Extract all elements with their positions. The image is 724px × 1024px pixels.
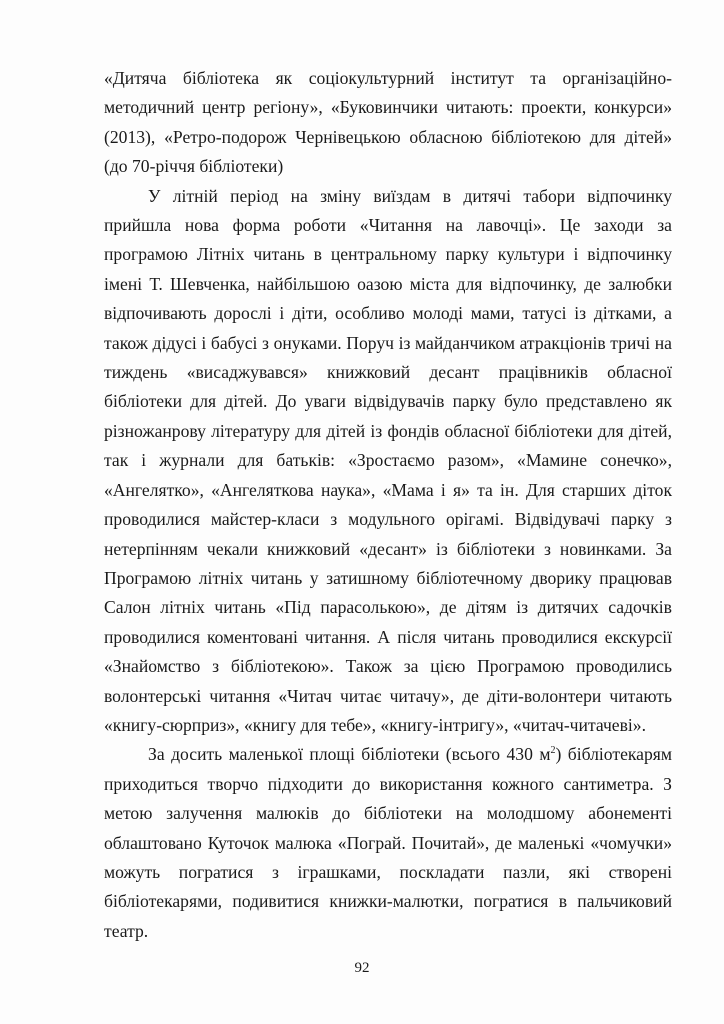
superscript-exponent: 2 [550, 745, 556, 757]
paragraph-part-before-superscript: За досить маленької площі бібліотеки (всього 430 м [148, 744, 551, 765]
body-text [104, 64, 672, 946]
paragraph-summer-reading: У літній період на зміну виїздам в дитячі табори відпочинку прийшла нова форма роботи «Читання на лавочці». Це заходи за програмою Літніх читань в центральному парку культури і відпочинку імені Т. Шевченка, найбільшою оазою міста для відпочинку, де залюбки відпочивають дорослі і діти, особливо молоді мами, татусі із дітками, а також дідусі і бабусі з онуками. Поруч із майданчиком атракціонів тричі на тиждень «висаджувався» книжковий десант працівників обласної бібліотеки для дітей. До уваги відвідувачів парку було представлено як різножанрову літературу для дітей із фондів обласної бібліотеки для дітей, так і журнали для батьків: «Зростаємо разом», «Мамине сонечко», «Ангелятко», «Ангеляткова наука», «Мама і я» та ін. Для старших діток проводилися майстер-класи з модульного орігамі. Відвідувачі парку з нетерпінням чекали книжковий «десант» із бібліотеки з новинками. За Програмою літніх читань у затишному бібліотечному дворику працював Салон літніх читань «Під парасолькою», де дітям із дитячих садочків проводилися коментовані читання. А після читань проводилися екскурсії «Знайомство з бібліотекою». Також за цією Програмою проводились волонтерські читання «Читач читає читачу», де діти-волонтери читають «книгу-сюрприз», «книгу для тебе», «книгу-інтригу», «читач-читачеві». [104, 185, 672, 735]
paragraph-library-space [104, 740, 672, 946]
paragraph-continuation: «Дитяча бібліотека як соціокультурний інститут та організаційно-методичний центр регіону», «Буковинчики читають: проекти, конкурси» (2013), «Ретро-подорож Чернівецькою обласною бібліотекою для дітей» (до 70-річчя бібліотеки) [104, 68, 672, 177]
paragraph-part-after-superscript: ) бібліотекарям приходиться творчо підходити до використання кожного сантиметра. З метою залучення малюків до бібліотеки на молодшому абонементі облаштовано Куточок малюка «Пограй. Почитай», де маленькі «чомучки» можуть погратися з іграшками, поскладати пазли, які створені бібліотекарями, подивитися книжки-малютки, погратися в пальчиковий театр. [104, 744, 672, 941]
page-number: 92 [354, 960, 370, 976]
